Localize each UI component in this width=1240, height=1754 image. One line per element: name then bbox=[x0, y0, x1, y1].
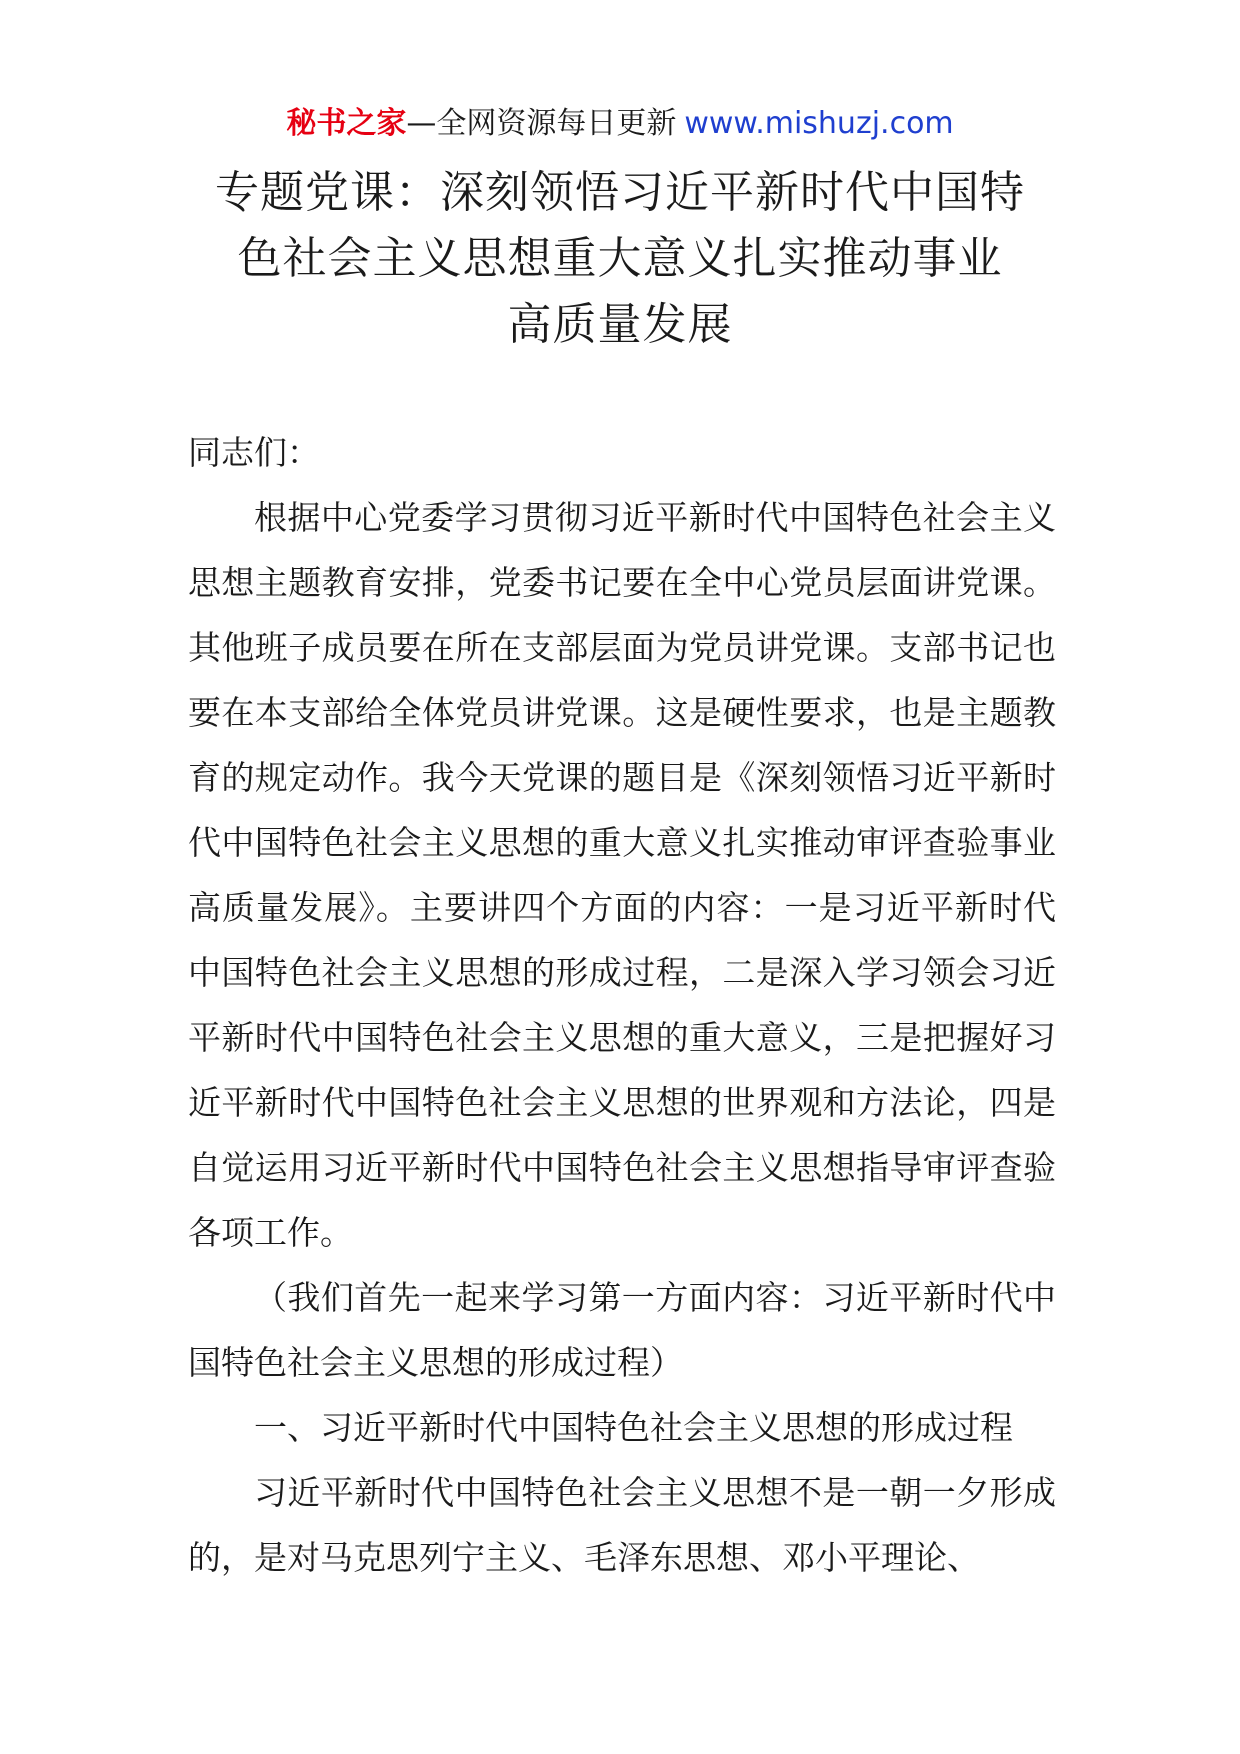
title-line-3: 高质量发展 bbox=[507, 299, 733, 350]
paragraph-transition: （我们首先一起来学习第一方面内容：习近平新时代中国特色社会主义思想的形成过程） bbox=[188, 1278, 1056, 1382]
document-body bbox=[188, 420, 1056, 1590]
site-url-link[interactable]: www.mishuzj.com bbox=[684, 106, 954, 141]
brand-name: 秘书之家 bbox=[286, 106, 407, 141]
site-header bbox=[0, 102, 1240, 146]
greeting: 同志们： bbox=[188, 433, 320, 472]
paragraph-section-one: 习近平新时代中国特色社会主义思想不是一朝一夕形成的，是对马克思列宁主义、毛泽东思想、邓小平理论、 bbox=[188, 1473, 1056, 1577]
document-title bbox=[190, 160, 1050, 358]
paragraph-intro: 根据中心党委学习贯彻习近平新时代中国特色社会主义思想主题教育安排，党委书记要在全中心党员层面讲党课。其他班子成员要在所在支部层面为党员讲党课。支部书记也要在本支部给全体党员讲党课。这是硬性要求，也是主题教育的规定动作。我今天党课的题目是《深刻领悟习近平新时代中国特色社会主义思想的重大意义扎实推动审评查验事业高质量发展》。主要讲四个方面的内容：一是习近平新时代中国特色社会主义思想的形成过程，二是深入学习领会习近平新时代中国特色社会主义思想的重大意义，三是把握好习近平新时代中国特色社会主义思想的世界观和方法论，四是自觉运用习近平新时代中国特色社会主义思想指导审评查验各项工作。 bbox=[188, 498, 1056, 1252]
section-heading: 一、习近平新时代中国特色社会主义思想的形成过程 bbox=[254, 1408, 1013, 1447]
header-slogan: —全网资源每日更新 bbox=[406, 106, 677, 141]
title-line-2: 色社会主义思想重大意义扎实推动事业 bbox=[237, 233, 1003, 284]
title-line-1: 专题党课：深刻领悟习近平新时代中国特 bbox=[215, 167, 1025, 218]
